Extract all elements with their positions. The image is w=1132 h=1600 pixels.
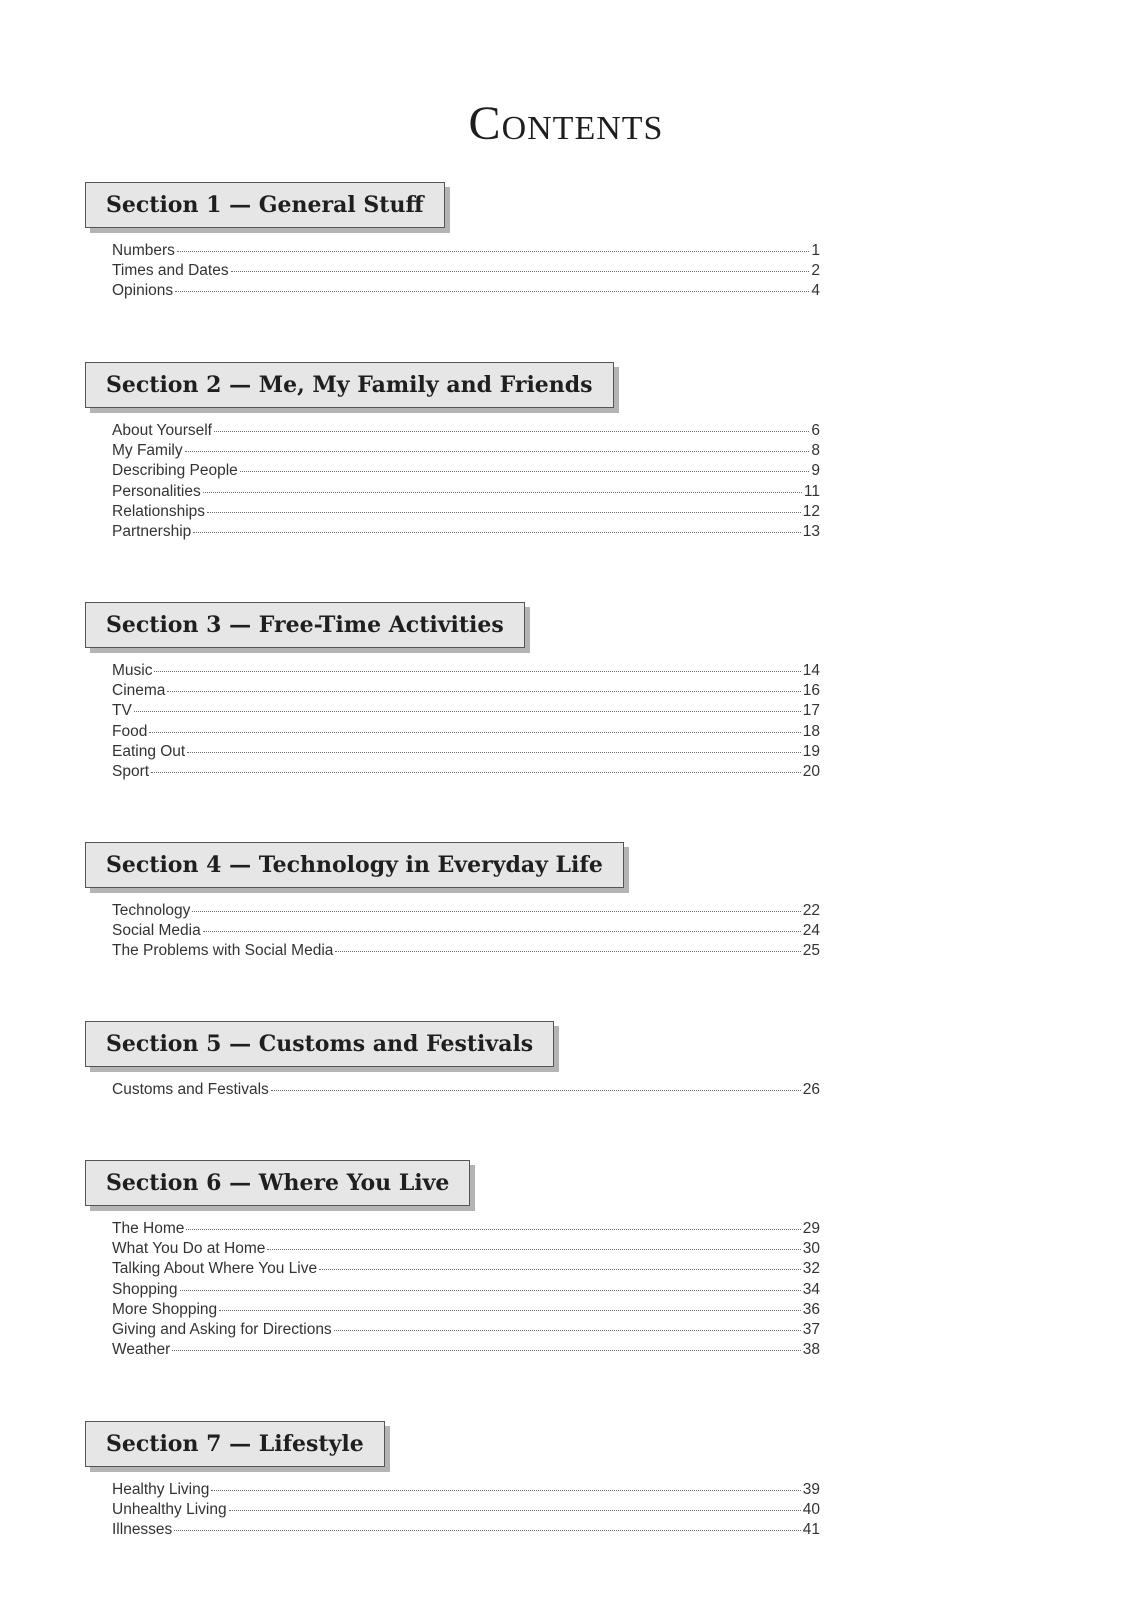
dot-leader: [267, 1249, 800, 1250]
entry-page-number: 38: [802, 1341, 820, 1359]
entry-page-number: 12: [802, 502, 820, 520]
section-entries: [112, 1220, 820, 1361]
section-heading: Section 7 — Lifestyle: [85, 1421, 385, 1467]
entry-title: Eating Out: [112, 742, 186, 760]
entry-page-number: 9: [811, 462, 820, 480]
toc-entry[interactable]: [112, 1081, 820, 1101]
dot-leader: [186, 1229, 800, 1230]
dot-leader: [231, 271, 810, 272]
entry-title: My Family: [112, 442, 183, 460]
section-6: [85, 1160, 825, 1361]
entry-page-number: 18: [802, 722, 820, 740]
dot-leader: [229, 1510, 801, 1511]
toc-entry[interactable]: [112, 282, 820, 302]
entry-page-number: 20: [802, 762, 820, 780]
entry-page-number: 41: [802, 1521, 820, 1539]
entry-title: Social Media: [112, 922, 201, 940]
dot-leader: [154, 671, 800, 672]
dot-leader: [187, 752, 801, 753]
entry-title: Food: [112, 722, 148, 740]
toc-entry[interactable]: [112, 1240, 820, 1260]
entry-title: Personalities: [112, 482, 201, 500]
dot-leader: [203, 931, 801, 932]
entry-page-number: 36: [802, 1300, 820, 1318]
entry-title: The Home: [112, 1220, 185, 1237]
toc-entry[interactable]: [112, 1260, 820, 1280]
entry-page-number: 29: [802, 1220, 820, 1237]
entry-page-number: 13: [802, 522, 820, 540]
entry-title: Illnesses: [112, 1521, 173, 1539]
section-3: [85, 602, 825, 783]
entry-page-number: 1: [811, 242, 820, 259]
dot-leader: [174, 1530, 800, 1531]
toc-entry[interactable]: [112, 442, 820, 462]
toc-entry[interactable]: [112, 1481, 820, 1501]
entry-title: Shopping: [112, 1280, 178, 1298]
toc-entry[interactable]: [112, 702, 820, 722]
toc-entry[interactable]: [112, 262, 820, 282]
dot-leader: [335, 951, 800, 952]
entry-page-number: 25: [802, 942, 820, 960]
toc-entry[interactable]: [112, 922, 820, 942]
dot-leader: [240, 471, 810, 472]
dot-leader: [151, 772, 801, 773]
section-5: [85, 1021, 825, 1101]
dot-leader: [167, 691, 800, 692]
dot-leader: [211, 1490, 800, 1491]
entry-page-number: 8: [811, 442, 820, 460]
entry-title: Music: [112, 662, 153, 679]
entry-title: Describing People: [112, 462, 238, 480]
entry-title: Customs and Festivals: [112, 1081, 269, 1098]
entry-title: Giving and Asking for Directions: [112, 1320, 332, 1338]
toc-entry[interactable]: [112, 662, 820, 682]
section-heading: Section 2 — Me, My Family and Friends: [85, 362, 614, 408]
entry-title: Partnership: [112, 522, 192, 540]
entry-page-number: 2: [811, 262, 820, 280]
toc-entry[interactable]: [112, 902, 820, 922]
section-4: [85, 842, 825, 963]
entry-page-number: 19: [802, 742, 820, 760]
entry-title: Sport: [112, 762, 150, 780]
section-2: [85, 362, 825, 543]
entry-title: Talking About Where You Live: [112, 1260, 318, 1278]
toc-entry[interactable]: [112, 503, 820, 523]
dot-leader: [203, 492, 802, 493]
section-heading: Section 4 — Technology in Everyday Life: [85, 842, 624, 888]
dot-leader: [185, 451, 810, 452]
toc-entry[interactable]: [112, 242, 820, 262]
toc-entry[interactable]: [112, 1501, 820, 1521]
entry-page-number: 32: [802, 1260, 820, 1278]
entry-title: Relationships: [112, 502, 206, 520]
entry-page-number: 37: [802, 1320, 820, 1338]
entry-title: Technology: [112, 902, 191, 919]
entry-title: Healthy Living: [112, 1481, 210, 1498]
dot-leader: [193, 532, 800, 533]
toc-entry[interactable]: [112, 1521, 820, 1541]
section-entries: [112, 242, 820, 303]
toc-entry[interactable]: [112, 1321, 820, 1341]
entry-page-number: 17: [802, 702, 820, 720]
toc-entry[interactable]: [112, 483, 820, 503]
section-entries: [112, 422, 820, 543]
entry-page-number: 11: [803, 482, 820, 500]
section-heading: Section 1 — General Stuff: [85, 182, 445, 228]
entry-title: Numbers: [112, 242, 175, 259]
toc-entry[interactable]: [112, 723, 820, 743]
entry-page-number: 26: [802, 1081, 820, 1098]
section-1: [85, 182, 825, 303]
toc-entry[interactable]: [112, 1341, 820, 1361]
dot-leader: [207, 512, 801, 513]
dot-leader: [172, 1350, 800, 1351]
toc-entry[interactable]: [112, 422, 820, 442]
dot-leader: [149, 732, 800, 733]
dot-leader: [192, 911, 800, 912]
dot-leader: [319, 1269, 801, 1270]
dot-leader: [134, 711, 801, 712]
entry-page-number: 30: [802, 1240, 820, 1258]
entry-title: TV: [112, 702, 132, 720]
section-entries: [112, 1481, 820, 1542]
entry-title: Opinions: [112, 282, 174, 300]
entry-page-number: 40: [802, 1501, 820, 1519]
toc-entry[interactable]: [112, 763, 820, 783]
entry-title: Cinema: [112, 682, 166, 700]
entry-page-number: 4: [811, 282, 820, 300]
entry-page-number: 39: [802, 1481, 820, 1498]
entry-page-number: 24: [802, 922, 820, 940]
dot-leader: [271, 1090, 801, 1091]
dot-leader: [175, 291, 809, 292]
dot-leader: [214, 431, 809, 432]
entry-title: The Problems with Social Media: [112, 942, 334, 960]
entry-title: About Yourself: [112, 422, 212, 439]
section-heading: Section 3 — Free-Time Activities: [85, 602, 525, 648]
dot-leader: [180, 1290, 801, 1291]
section-entries: [112, 662, 820, 783]
toc-entry[interactable]: [112, 523, 820, 543]
entry-title: More Shopping: [112, 1300, 218, 1318]
section-heading: Section 5 — Customs and Festivals: [85, 1021, 554, 1067]
dot-leader: [334, 1330, 801, 1331]
toc-entry[interactable]: [112, 1301, 820, 1321]
toc-entry[interactable]: [112, 1220, 820, 1240]
entry-page-number: 34: [802, 1280, 820, 1298]
dot-leader: [219, 1310, 801, 1311]
entry-title: What You Do at Home: [112, 1240, 266, 1258]
entry-title: Unhealthy Living: [112, 1501, 227, 1519]
section-heading: Section 6 — Where You Live: [85, 1160, 470, 1206]
page-title: Contents: [468, 97, 664, 150]
entry-page-number: 16: [802, 682, 820, 700]
toc-entry[interactable]: [112, 1281, 820, 1301]
section-entries: [112, 1081, 820, 1101]
toc-entry[interactable]: [112, 462, 820, 482]
entry-page-number: 22: [802, 902, 820, 919]
entry-title: Weather: [112, 1341, 171, 1359]
toc-entry[interactable]: [112, 942, 820, 962]
toc-entry[interactable]: [112, 743, 820, 763]
section-entries: [112, 902, 820, 963]
entry-title: Times and Dates: [112, 262, 229, 280]
entry-page-number: 14: [802, 662, 820, 679]
dot-leader: [177, 251, 809, 252]
entry-page-number: 6: [811, 422, 820, 439]
toc-entry[interactable]: [112, 682, 820, 702]
section-7: [85, 1421, 825, 1542]
